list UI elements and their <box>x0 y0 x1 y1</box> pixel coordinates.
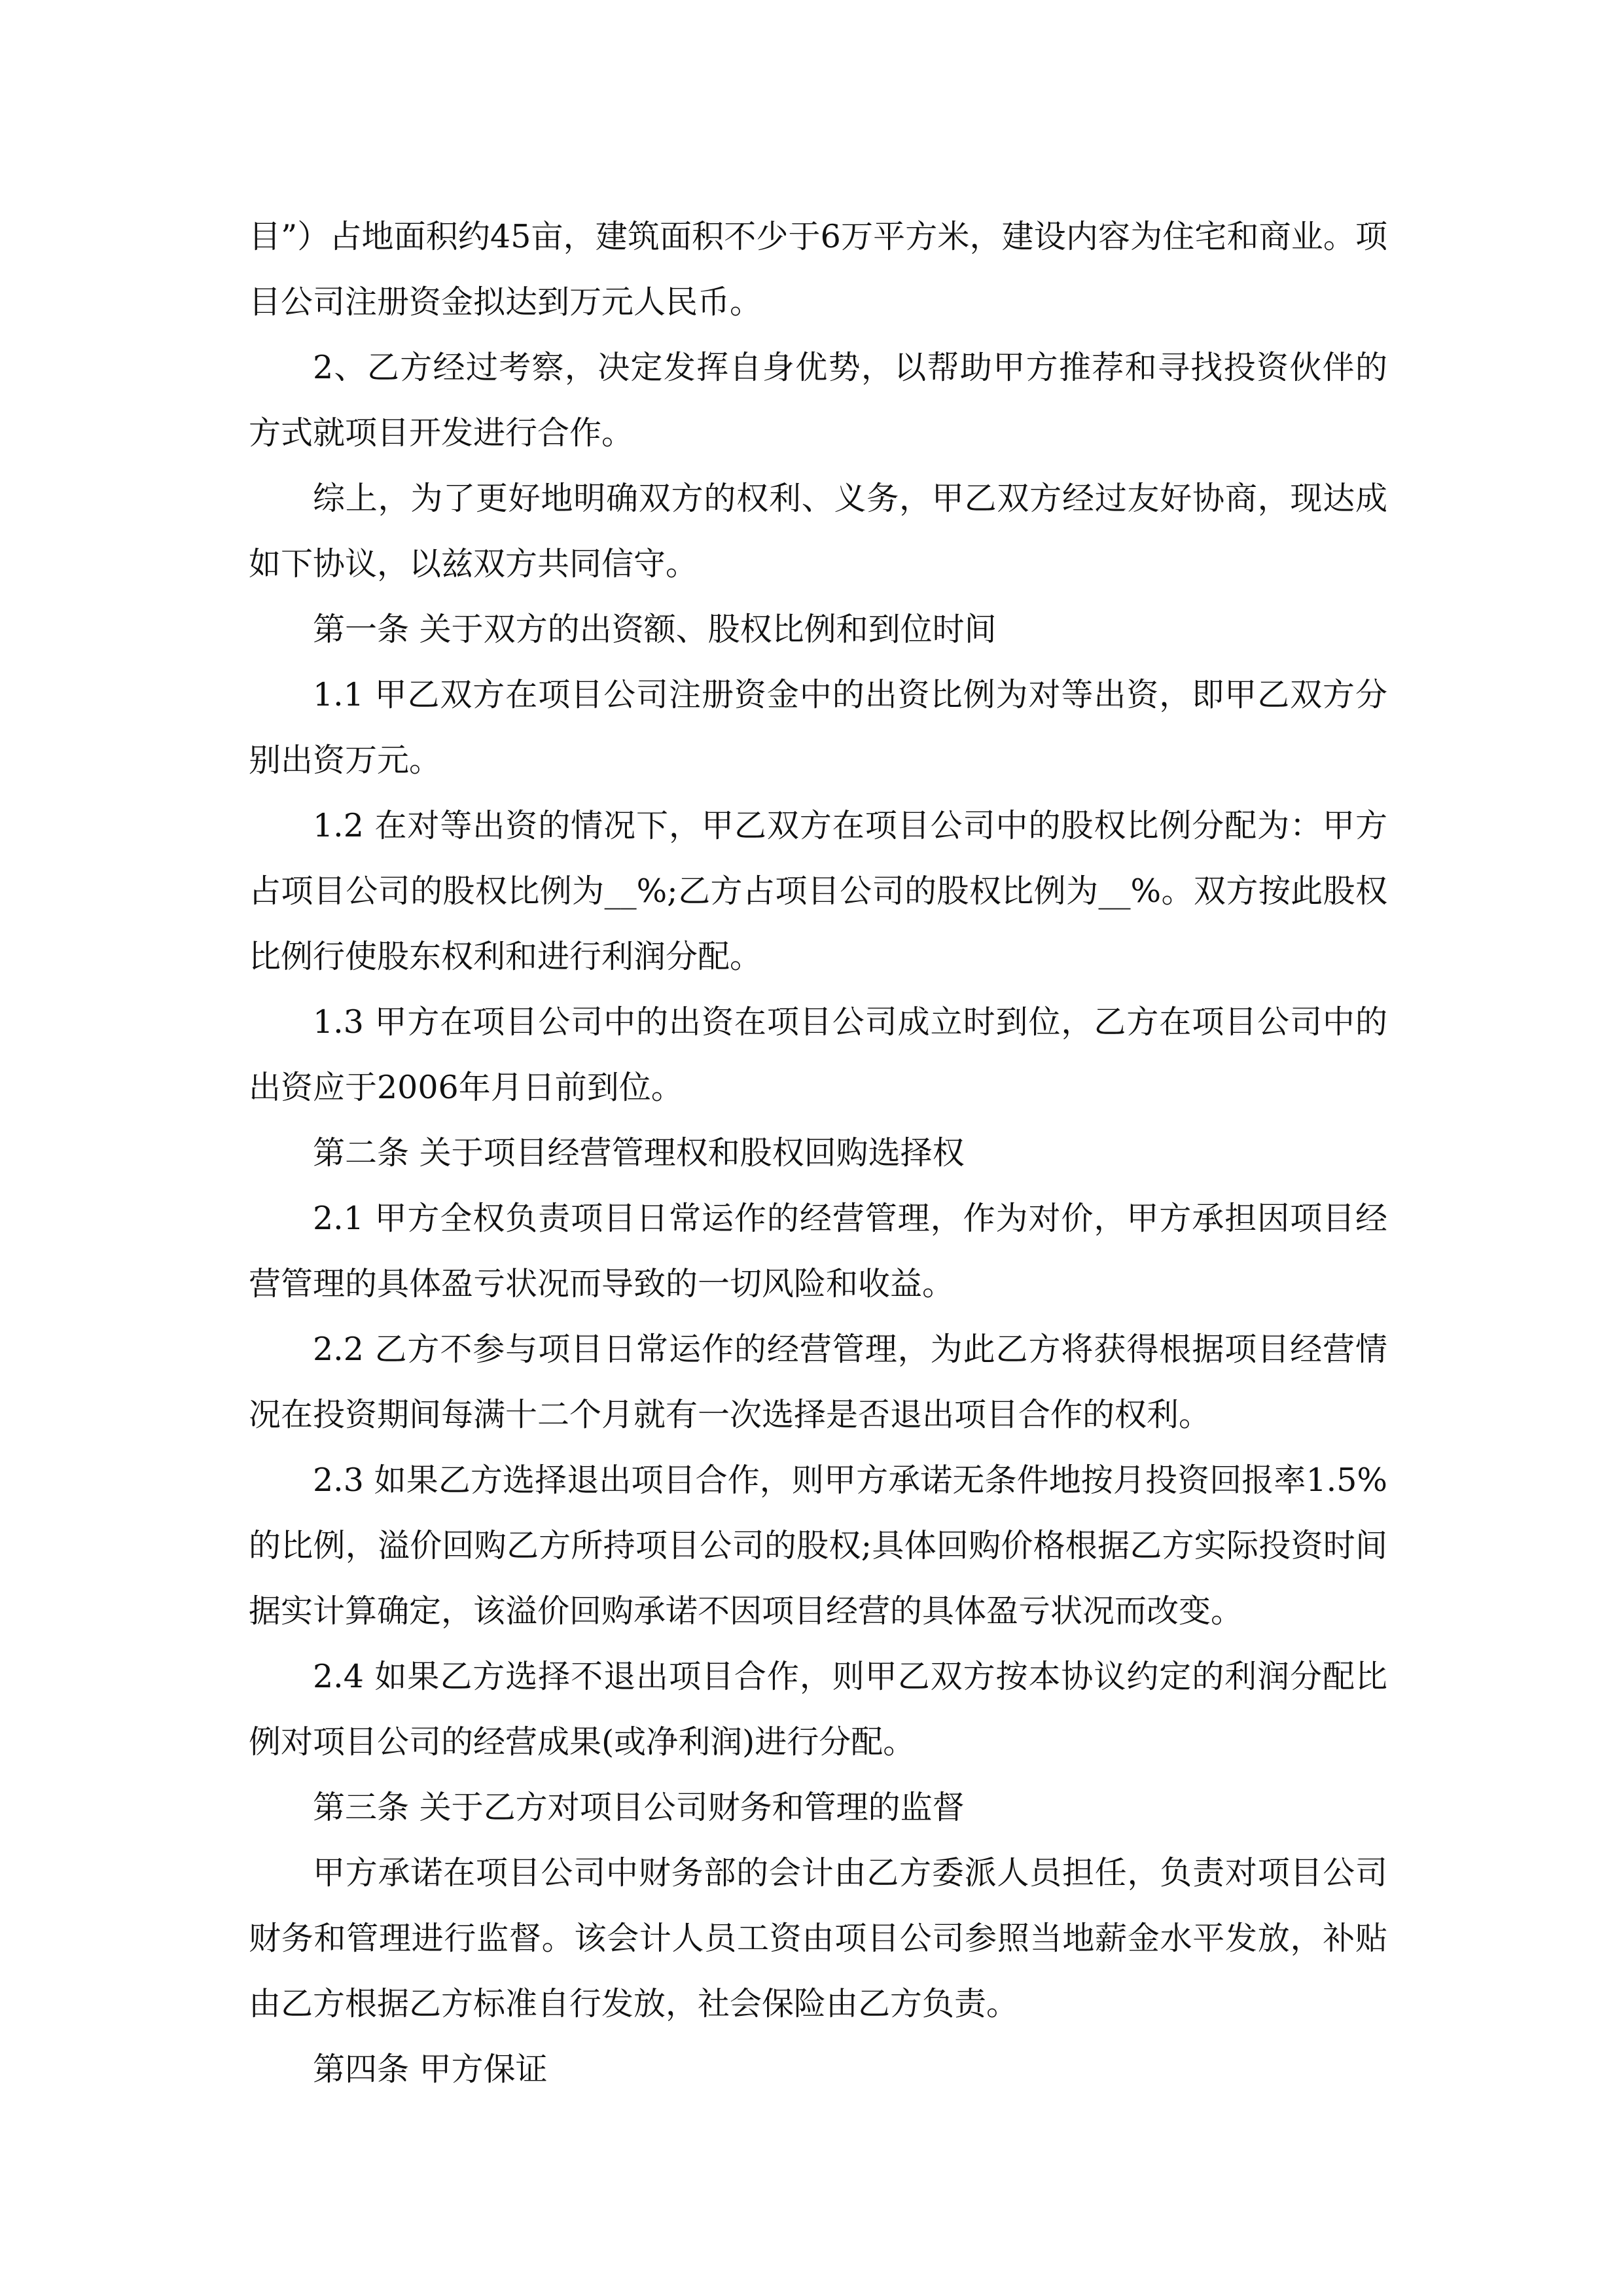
clause-1-2: 1.2 在对等出资的情况下，甲乙双方在项目公司中的股权比例分配为：甲方占项目公司的股权比例为__%;乙方占项目公司的股权比例为__%。双方按此股权比例行使股东权利和进行利润分配。 <box>249 807 1387 975</box>
paragraph-3: 综上，为了更好地明确双方的权利、义务，甲乙双方经过友好协商，现达成如下协议，以兹双方共同信守。 <box>249 480 1387 583</box>
clause-1-3: 1.3 甲方在项目公司中的出资在项目公司成立时到位，乙方在项目公司中的出资应于2006年月日前到位。 <box>249 1003 1387 1106</box>
article-1-heading: 第一条 关于双方的出资额、股权比例和到位时间 <box>313 611 997 648</box>
clause-2-1: 2.1 甲方全权负责项目日常运作的经营管理，作为对价，甲方承担因项目经营管理的具体盈亏状况而导致的一切风险和收益。 <box>249 1200 1387 1302</box>
paragraph-2: 2、乙方经过考察，决定发挥自身优势，以帮助甲方推荐和寻找投资伙伴的方式就项目开发进行合作。 <box>249 349 1387 452</box>
clause-2-4: 2.4 如果乙方选择不退出项目合作，则甲乙双方按本协议约定的利润分配比例对项目公司的经营成果(或净利润)进行分配。 <box>249 1658 1387 1761</box>
paragraph-1: 目”）占地面积约45亩，建筑面积不少于6万平方米，建设内容为住宅和商业。项目公司注册资金拟达到万元人民币。 <box>249 218 1387 321</box>
article-3-body: 甲方承诺在项目公司中财务部的会计由乙方委派人员担任，负责对项目公司财务和管理进行监督。该会计人员工资由项目公司参照当地薪金水平发放，补贴由乙方根据乙方标准自行发放，社会保险由乙方负责。 <box>249 1854 1387 2022</box>
article-3-heading: 第三条 关于乙方对项目公司财务和管理的监督 <box>313 1789 965 1826</box>
document-body <box>249 204 1387 2102</box>
clause-2-2: 2.2 乙方不参与项目日常运作的经营管理，为此乙方将获得根据项目经营情况在投资期间每满十二个月就有一次选择是否退出项目合作的权利。 <box>249 1331 1387 1433</box>
clause-2-3: 2.3 如果乙方选择退出项目合作，则甲方承诺无条件地按月投资回报率1.5%的比例，溢价回购乙方所持项目公司的股权;具体回购价格根据乙方实际投资时间据实计算确定，该溢价回购承诺不因项目经营的具体盈亏状况而改变。 <box>249 1462 1387 1630</box>
clause-1-1: 1.1 甲乙双方在项目公司注册资金中的出资比例为对等出资，即甲乙双方分别出资万元。 <box>249 676 1387 779</box>
article-2-heading: 第二条 关于项目经营管理权和股权回购选择权 <box>313 1134 965 1172</box>
article-4-heading: 第四条 甲方保证 <box>313 2051 548 2088</box>
